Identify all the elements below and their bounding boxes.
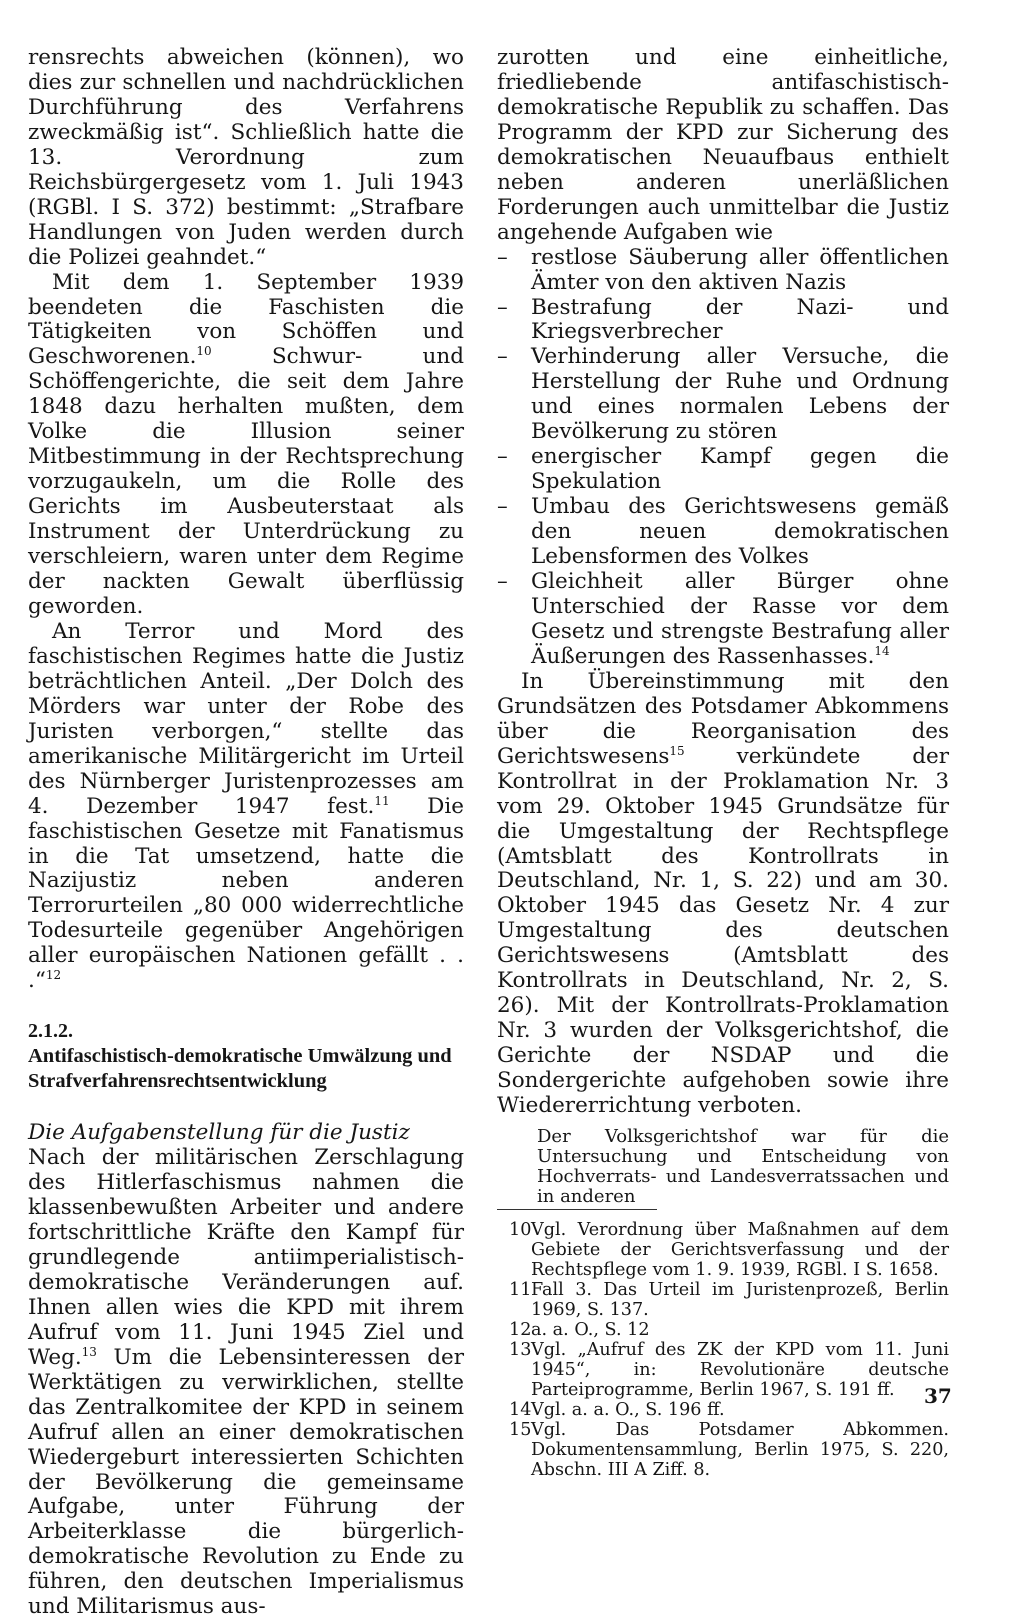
footnote-ref: 15 xyxy=(669,743,685,758)
footnote-number: 12 xyxy=(509,1319,532,1340)
footnote xyxy=(497,1420,949,1480)
list-item xyxy=(497,570,949,670)
paragraph-kpd xyxy=(28,1146,464,1620)
footnote-text: Vgl. „Aufruf des ZK der KPD vom 11. Juni 1945“, in: Revolutionäre deutsche Parteiprogramme, Berlin 1967, S. 191 ff. xyxy=(531,1339,949,1400)
footnote xyxy=(497,1220,949,1280)
footnote-ref: 12 xyxy=(45,968,62,983)
list-item-text: Verhinderung aller Versuche, die Herstellung der Ruhe und Ordnung und eines normalen Lebens der Bevölkerung zu stören xyxy=(531,344,949,445)
paragraph-text: Mit dem 1. September 1939 beendeten die Faschisten die Tätigkeiten von Schöffen und Geschworenen. xyxy=(28,269,464,370)
page-number: 37 xyxy=(924,1384,952,1408)
list-item-text: Gleichheit aller Bürger ohne Unterschied der Rasse vor dem Gesetz und strengste Bestrafung aller Äußerungen des Rassenhasses. xyxy=(531,569,949,669)
list-item xyxy=(497,495,949,570)
footnote xyxy=(497,1400,949,1420)
small-print-note: Der Volksgerichtshof war für die Untersuchung und Entscheidung von Hochverrats- und Landesverratssachen und in anderen xyxy=(537,1125,949,1207)
footnote-text: a. a. O., S. 12 xyxy=(531,1319,650,1340)
list-item xyxy=(497,296,949,346)
paragraph-text: Schwur- und Schöffengerichte, die seit dem Jahre 1848 dazu herhalten mußten, dem Volke die Illusion seiner Mitbestimmung in der Rechtsprechung vorzugaukeln, um die Rolle des Gerichts im Ausbeuterstaat als Instrument der Unterdrückung zu verschleiern, waren unter dem Regime der nackten Gewalt überflüssig geworden. xyxy=(28,344,464,619)
footnote-text: Vgl. Verordnung über Maßnahmen auf dem Gebiete der Gerichtsverfassung und der Rechtspflege vom 1. 9. 1939, RGBl. I S. 1658. xyxy=(531,1219,949,1280)
list-item xyxy=(497,445,949,495)
footnote-ref: 11 xyxy=(374,793,390,808)
footnote xyxy=(497,1280,949,1320)
footnote-text: Vgl. a. a. O., S. 196 ff. xyxy=(531,1399,725,1420)
subheading: Die Aufgabenstellung für die Justiz xyxy=(28,1120,410,1146)
list-item-text: Umbau des Gerichtswesens gemäß den neuen demokratischen Lebensformen des Volkes xyxy=(531,494,949,570)
section-number: 2.1.2. xyxy=(28,1020,73,1043)
right-column xyxy=(497,46,949,1480)
footnotes xyxy=(497,1220,949,1480)
dash-bullet: – xyxy=(497,494,508,520)
paragraph-text: In Übereinstimmung mit den Grundsätzen des Potsdamer Abkommens über die Reorganisation des Gerichtswesens xyxy=(497,668,949,769)
footnote-ref: 10 xyxy=(196,344,212,359)
list-item-text: energischer Kampf gegen die Spekulation xyxy=(531,444,949,495)
paragraph-potsdam xyxy=(497,670,949,1119)
footnote xyxy=(497,1340,949,1400)
list-item-text: Bestrafung der Nazi- und Kriegsverbrecher xyxy=(531,294,949,345)
dash-bullet: – xyxy=(497,569,508,595)
left-column xyxy=(28,46,464,1620)
footnote-number: 15 xyxy=(509,1419,532,1440)
paragraph-text: verkündete der Kontrollrat in der Proklamation Nr. 3 vom 29. Oktober 1945 Grundsätze für die Umgestaltung der Rechtspflege (Amtsblatt des Kontrollrats in Deutschland, Nr. 1, S. 22) und am 30. Oktober 1945 das Gesetz Nr. 4 zur Umgestaltung des deutschen Gerichtswesens (Amtsblatt des Kontrollrats in Deutschland, Nr. 2, S. 26). Mit der Kontrollrats-Proklamation Nr. 3 wurden der Volksgerichtshof, die Gerichte der NSDAP und die Sondergerichte aufgehoben sowie ihre Wiedererrichtung verboten. xyxy=(497,743,949,1119)
paragraph-text: Die faschistischen Gesetze mit Fanatismus in die Tat umsetzend, hatte die Nazijustiz neben anderen Terrorurteilen „80 000 widerrechtliche Todesurteile gegenüber Angehörigen aller europäischen Nationen gefällt . . .“ xyxy=(28,793,465,994)
footnote xyxy=(497,1320,949,1340)
paragraph-text: Nach der militärischen Zerschlagung des Hitlerfaschismus nahmen die klassenbewußten Arbeiter und andere fortschrittliche Kräfte den Kampf für grundlegende antiimperialistisch-demokratische Veränderungen auf. Ihnen allen wies die KPD mit ihrem Aufruf vom 11. Juni 1945 Ziel und Weg. xyxy=(28,1145,464,1370)
dash-bullet: – xyxy=(497,344,508,370)
paragraph-text: An Terror und Mord des faschistischen Regimes hatte die Justiz beträchtlichen Anteil. „Der Dolch des Mörders war unter der Robe des Juristen verborgen,“ stellte das amerikanische Militärgericht im Urteil des Nürnberger Juristenprozesses am 4. Dezember 1947 fest. xyxy=(28,618,464,819)
footnote-number: 13 xyxy=(509,1339,532,1360)
dash-bullet: – xyxy=(497,294,508,320)
footnote-text: Fall 3. Das Urteil im Juristenprozeß, Berlin 1969, S. 137. xyxy=(531,1279,949,1320)
task-list xyxy=(497,246,949,670)
list-item-text: restlose Säuberung aller öffentlichen Ämter von den aktiven Nazis xyxy=(531,244,949,295)
footnote-text: Vgl. Das Potsdamer Abkommen. Dokumentensammlung, Berlin 1975, S. 220, Abschn. III A Ziff. 8. xyxy=(531,1419,949,1480)
paragraph-continued: zurotten und eine einheitliche, friedliebende antifaschistisch-demokratische Republik zu schaffen. Das Programm der KPD zur Sicherung des demokratischen Neuaufbaus enthielt neben anderen unerläßlichen Forderungen auch unmittelbar die Justiz angehende Aufgaben wie xyxy=(497,45,949,245)
paragraph-continued: rensrechts abweichen (können), wo dies zur schnellen und nachdrücklichen Durchführung des Verfahrens zweckmäßig ist“. Schließlich hatte die 13. Verordnung zum Reichsbürgergesetz vom 1. Juli 1943 (RGBl. I S. 372) bestimmt: „Strafbare Handlungen von Juden werden durch die Polizei geahndet.“ xyxy=(28,45,464,270)
footnote-number: 14 xyxy=(509,1399,532,1420)
list-item xyxy=(497,246,949,296)
footnote-divider xyxy=(497,1209,657,1210)
paragraph-schoeffen xyxy=(28,271,464,620)
list-item xyxy=(497,345,949,445)
dash-bullet: – xyxy=(497,244,508,270)
footnote-ref: 14 xyxy=(874,643,890,658)
paragraph-text: Um die Lebensinteressen der Werktätigen zu verwirklichen, stellte das Zentralkomitee der KPD in seinem Aufruf allen an einer demokratischen Wiedergeburt interessierten Schichten der Bevölkerung die gemeinsame Aufgabe, unter Führung der Arbeiterklasse die bürgerlich-demokratische Revolution zu Ende zu führen, den deutschen Imperialismus und Militarismus aus- xyxy=(28,1344,464,1620)
section-title: Antifaschistisch-demokratische Umwälzung und Strafverfahrensrechtsentwicklung xyxy=(28,1045,452,1093)
paragraph-terror xyxy=(28,620,464,994)
footnote-number: 10 xyxy=(509,1219,532,1240)
footnote-ref: 13 xyxy=(81,1344,97,1359)
dash-bullet: – xyxy=(497,444,508,470)
footnote-number: 11 xyxy=(509,1279,532,1300)
